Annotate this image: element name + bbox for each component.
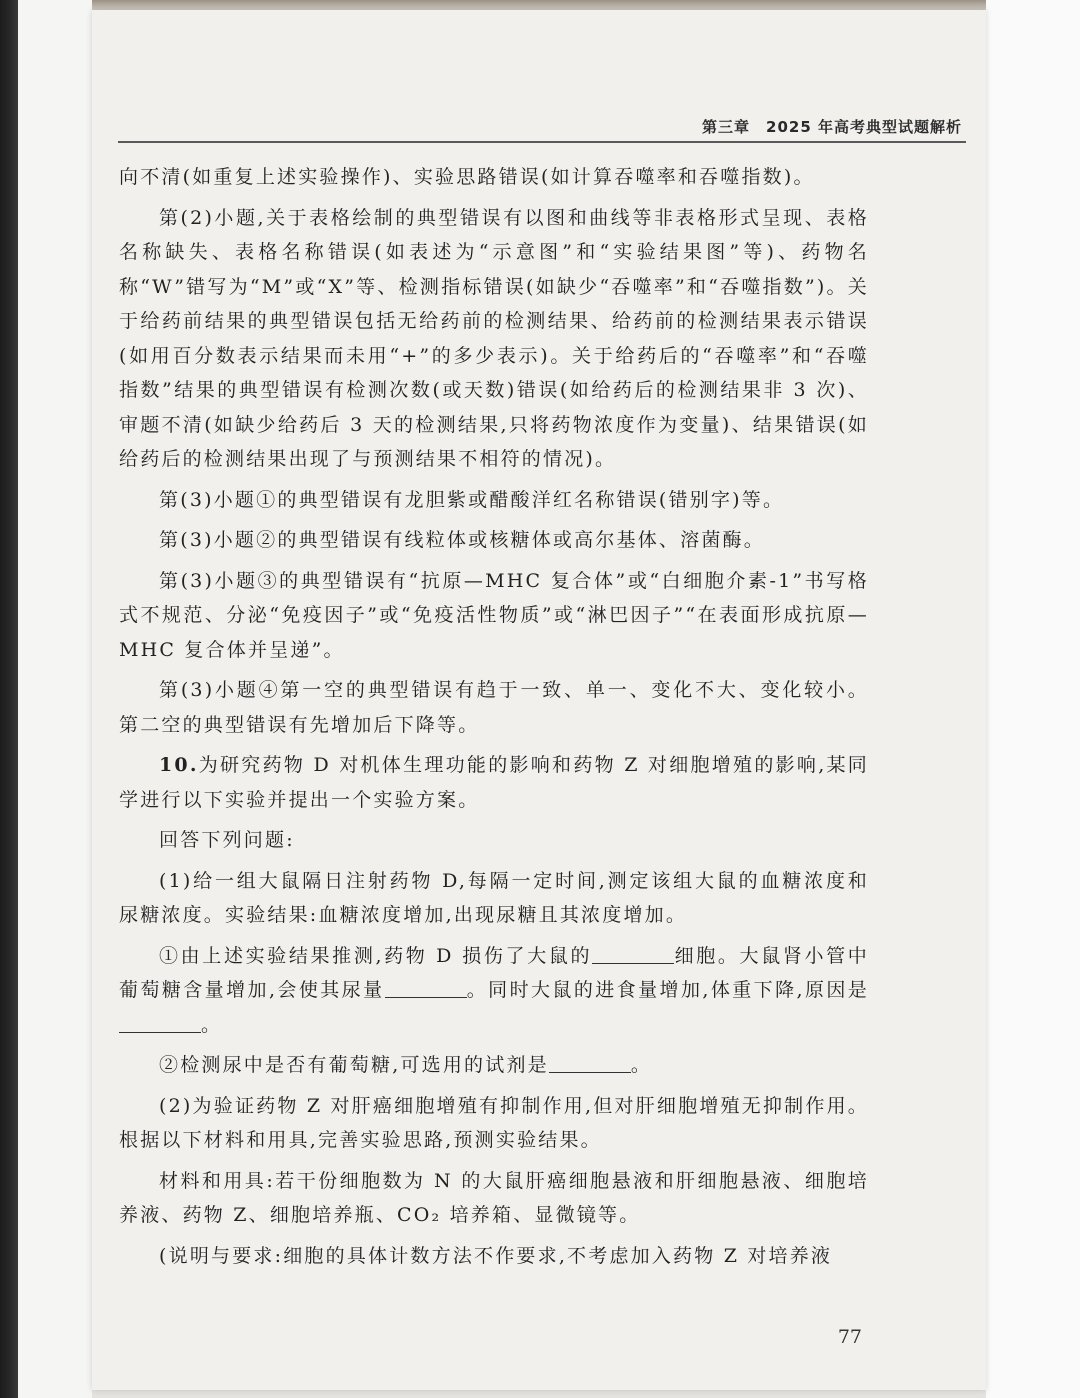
subquestion-2-text-b: 。: [630, 1054, 653, 1076]
answer-blank: [592, 943, 674, 964]
paragraph-part3-1-errors: 第(3)小题①的典型错误有龙胆紫或醋酸洋红名称错误(错别字)等。: [159, 488, 785, 511]
materials-and-tools: 材料和用具:若干份细胞数为 N 的大鼠肝癌细胞悬液和肝细胞悬液、细胞培养液、药物 Z、细胞培养瓶、CO₂ 培养箱、显微镜等。: [119, 1169, 869, 1226]
paragraph-part3-4-errors: 第(3)小题④第一空的典型错误有趋于一致、单一、变化不大、变化较小。第二空的典型错误有先增加后下降等。: [119, 679, 869, 736]
subquestion-2-text-a: ②检测尿中是否有葡萄糖,可选用的试剂是: [159, 1054, 549, 1076]
page-number: 77: [837, 1326, 862, 1348]
subquestion-1-text-b: 细胞。大鼠肾小管中葡萄糖含量增加,会使其尿量: [119, 944, 869, 1001]
subquestion-1: [119, 939, 869, 1043]
paragraph-part2-errors: 第(2)小题,关于表格绘制的典型错误有以图和曲线等非表格形式呈现、表格名称缺失、表格名称错误(如表述为“示意图”和“实验结果图”等)、药物名称“W”错写为“M”或“X”等、检测指标错误(如缺少“吞噬率”和“吞噬指数”)。关于给药前结果的典型错误包括无给药前的检测结果、给药前的检测结果表示错误(如用百分数表示结果而未用“+”的多少表示)。关于给药后的“吞噬率”和“吞噬指数”结果的典型错误有检测次数(或天数)错误(如给药后的检测结果非 3 次)、审题不清(如缺少给药后 3 天的检测结果,只将药物浓度作为变量)、结果错误(如给药后的检测结果出现了与预测结果不相符的情况)。: [119, 206, 869, 470]
subquestion-1-text-a: ①由上述实验结果推测,药物 D 损伤了大鼠的: [159, 944, 593, 967]
question-number: 10.: [159, 754, 199, 776]
answer-blank: [385, 977, 467, 998]
page-top-edge: [92, 0, 986, 10]
subquestion-1-text-d: 。: [201, 1013, 223, 1036]
subquestion-1-text-c: 。同时大鼠的进食量增加,体重下降,原因是: [466, 979, 869, 1001]
book-gutter: [0, 0, 18, 1398]
question-10: [119, 748, 869, 817]
answer-blank: [119, 1012, 201, 1033]
paragraph-continuation: 向不清(如重复上述实验操作)、实验思路错误(如计算吞噬率和吞噬指数)。: [119, 166, 815, 188]
paragraph-part3-3-errors: 第(3)小题③的典型错误有“抗原—MHC 复合体”或“白细胞介素-1”书写格式不规范、分泌“免疫因子”或“免疫活性物质”或“淋巴因子”“在表面形成抗原—MHC 复合体并呈递”。: [119, 569, 869, 661]
answer-prompt: 回答下列问题:: [159, 829, 295, 851]
header-rule: [118, 141, 966, 143]
notes-and-requirements: (说明与要求:细胞的具体计数方法不作要求,不考虑加入药物 Z 对培养液: [159, 1244, 833, 1267]
running-head: 第三章 2025 年高考典型试题解析: [702, 118, 962, 136]
book-spine-shadow: [0, 0, 92, 1398]
answer-blank: [549, 1052, 631, 1073]
paragraph-part3-2-errors: 第(3)小题②的典型错误有线粒体或核糖体或高尔基体、溶菌酶。: [159, 529, 765, 551]
page-body: [119, 160, 869, 1279]
question-part1: (1)给一组大鼠隔日注射药物 D,每隔一定时间,测定该组大鼠的血糖浓度和尿糖浓度。实验结果:血糖浓度增加,出现尿糖且其浓度增加。: [119, 869, 869, 926]
question-part2: (2)为验证药物 Z 对肝癌细胞增殖有抑制作用,但对肝细胞增殖无抑制作用。根据以下材料和用具,完善实验思路,预测实验结果。: [119, 1094, 869, 1151]
background-right: [986, 0, 1080, 1398]
subquestion-2: [119, 1048, 869, 1083]
question-stem: 为研究药物 D 对机体生理功能的影响和药物 Z 对细胞增殖的影响,某同学进行以下实验并提出一个实验方案。: [119, 754, 869, 811]
